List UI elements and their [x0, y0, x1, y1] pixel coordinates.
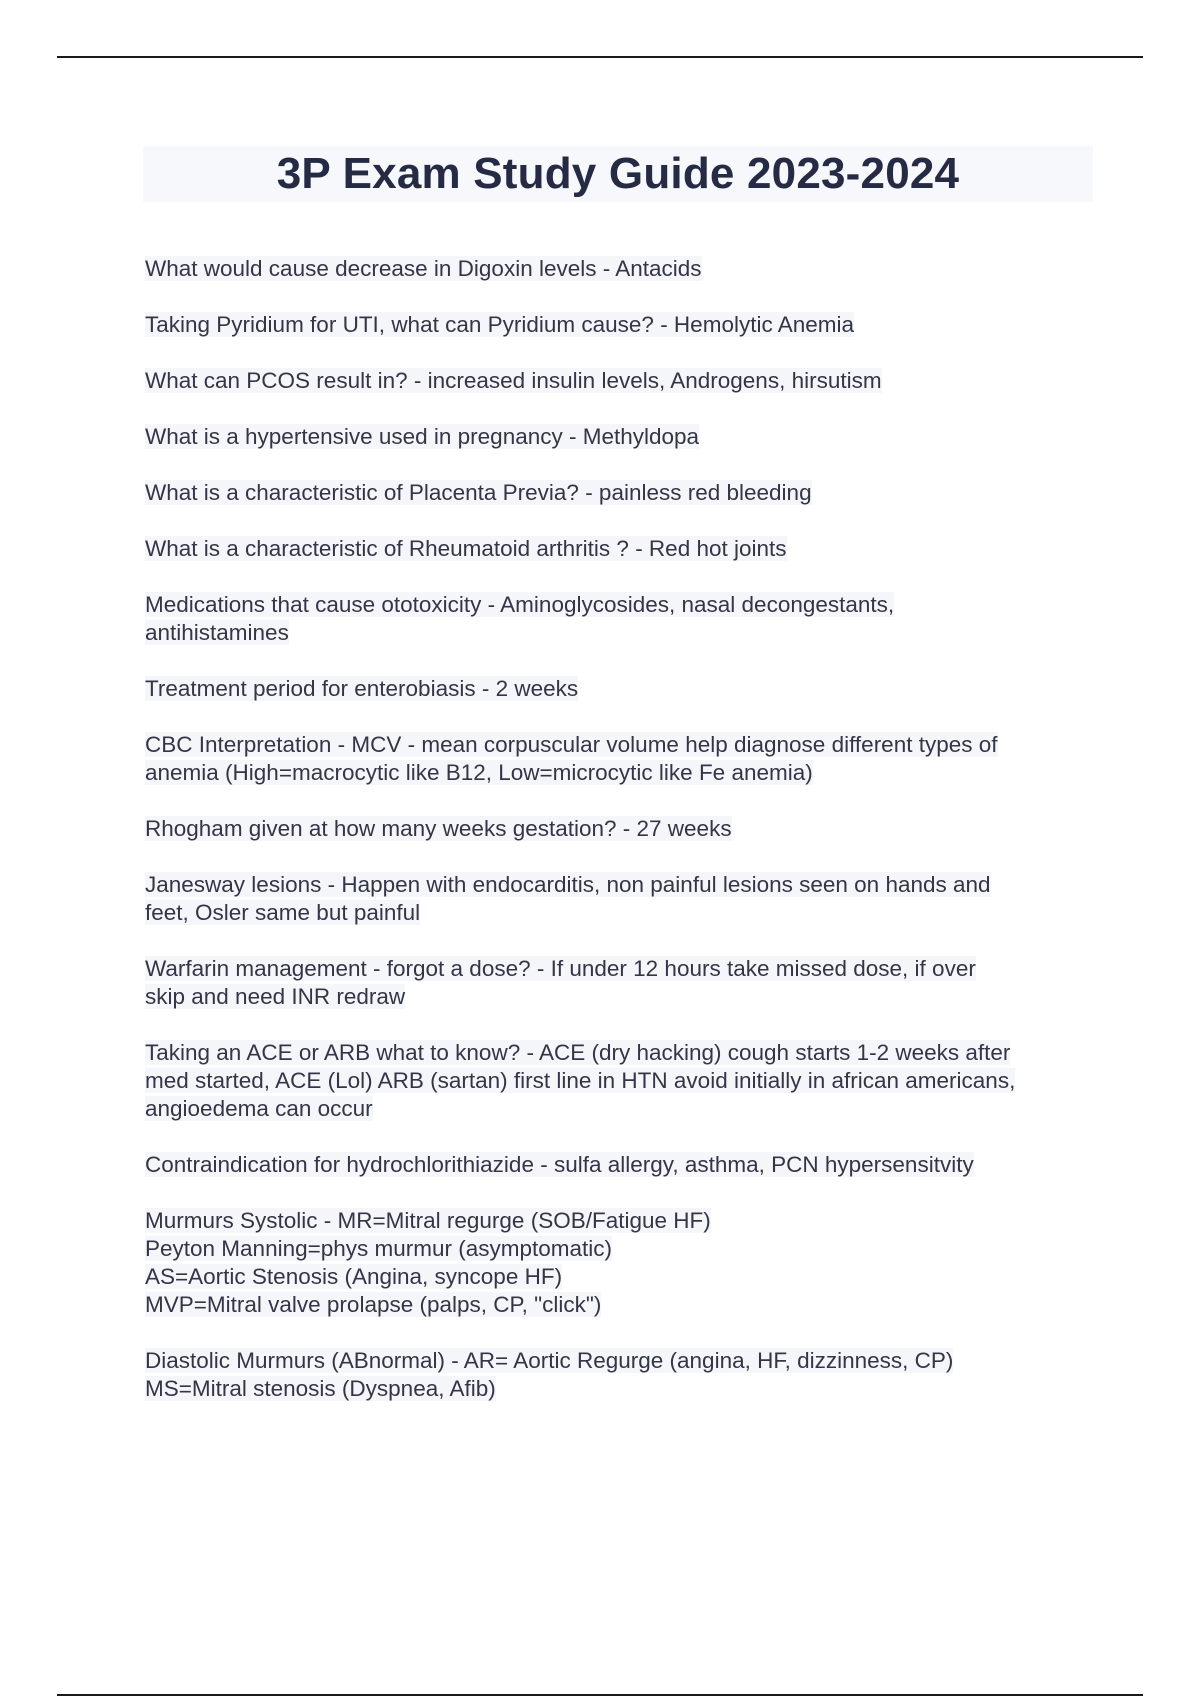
- qa-item: Warfarin management - forgot a dose? - If under 12 hours take missed dose, if over skip and need INR redraw: [145, 956, 976, 1009]
- qa-list: [145, 255, 1095, 1431]
- qa-item: What is a characteristic of Placenta Previa? - painless red bleeding: [145, 480, 812, 505]
- qa-item: Janesway lesions - Happen with endocarditis, non painful lesions seen on hands and feet, Osler same but painful: [145, 872, 991, 925]
- qa-item: Treatment period for enterobiasis - 2 weeks: [145, 676, 579, 701]
- qa-item: What is a hypertensive used in pregnancy - Methyldopa: [145, 424, 700, 449]
- qa-item: What would cause decrease in Digoxin levels - Antacids: [145, 256, 702, 281]
- qa-item: Rhogham given at how many weeks gestation? - 27 weeks: [145, 816, 732, 841]
- qa-item: What is a characteristic of Rheumatoid arthritis ? - Red hot joints: [145, 536, 787, 561]
- qa-item: Murmurs Systolic - MR=Mitral regurge (SOB/Fatigue HF) Peyton Manning=phys murmur (asymptomatic) AS=Aortic Stenosis (Angina, syncope HF) MVP=Mitral valve prolapse (palps, CP, "click"): [145, 1208, 711, 1317]
- qa-item: What can PCOS result in? - increased insulin levels, Androgens, hirsutism: [145, 368, 882, 393]
- title-banner: [143, 146, 1093, 202]
- qa-item: Contraindication for hydrochlorithiazide - sulfa allergy, asthma, PCN hypersensitvity: [145, 1152, 974, 1177]
- qa-item: Medications that cause ototoxicity - Aminoglycosides, nasal decongestants, antihistamines: [145, 592, 895, 645]
- page-title: 3P Exam Study Guide 2023-2024: [276, 149, 960, 198]
- qa-item: Taking Pyridium for UTI, what can Pyridium cause? - Hemolytic Anemia: [145, 312, 855, 337]
- qa-item: Diastolic Murmurs (ABnormal) - AR= Aortic Regurge (angina, HF, dizzinness, CP) MS=Mitral stenosis (Dyspnea, Afib): [145, 1348, 954, 1401]
- top-divider: [57, 56, 1143, 58]
- qa-item: Taking an ACE or ARB what to know? - ACE (dry hacking) cough starts 1-2 weeks after med started, ACE (Lol) ARB (sartan) first line in HTN avoid initially in african americans, angioedema can occur: [145, 1040, 1016, 1121]
- bottom-divider: [57, 1694, 1143, 1696]
- qa-item: CBC Interpretation - MCV - mean corpuscular volume help diagnose different types of anemia (High=macrocytic like B12, Low=microcytic like Fe anemia): [145, 732, 998, 785]
